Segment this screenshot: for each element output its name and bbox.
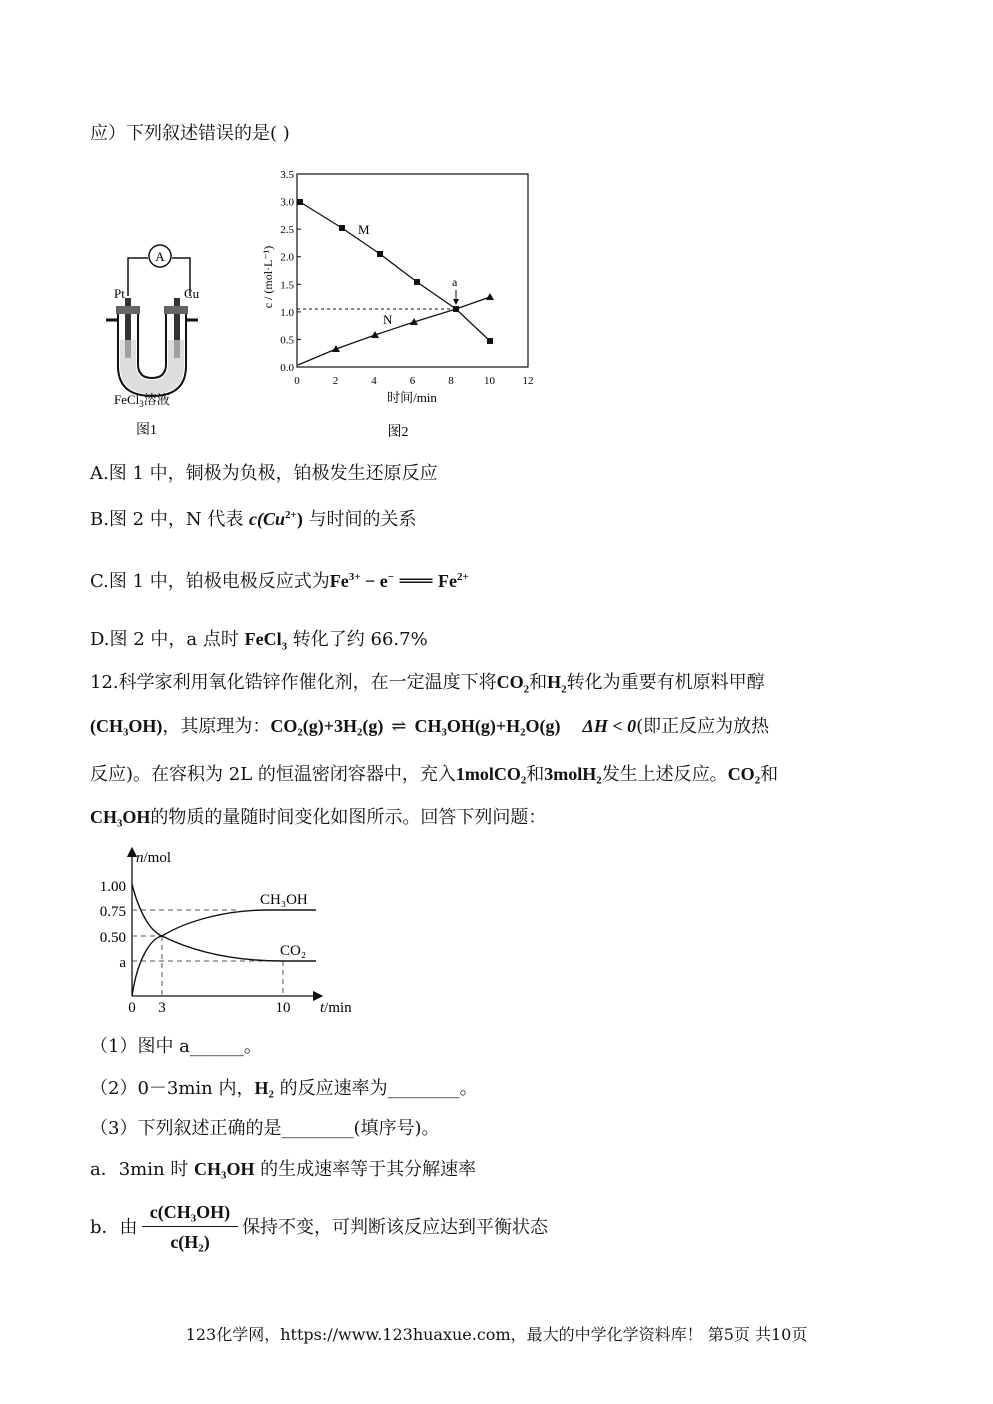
- question-stem: 应）下列叙述错误的是( ): [90, 123, 290, 144]
- fig2-x-tick: 6: [409, 375, 416, 387]
- x-tick-0: 0: [128, 1000, 136, 1016]
- fig1-caption: 图1: [136, 423, 157, 438]
- fig2-y-tick: 0.5: [280, 334, 294, 347]
- fig2-y-tick: 1.5: [280, 279, 294, 292]
- cu-label: Cu: [184, 286, 200, 301]
- sub-question-2: （2）0－3min 内，H₂ 的反应速率为________。: [90, 1078, 478, 1099]
- fig2-caption: 图2: [387, 425, 409, 440]
- graph-xlabel: t/min: [320, 1000, 352, 1016]
- co2-label: CO₂: [280, 943, 307, 959]
- q12-line-2: (CH₃OH)，其原理为：CO₂(g)+3H₂(g) ⇌ CH₃OH(g)+H₂O(g) ΔH < 0(即正反应为放热: [90, 716, 770, 737]
- fig2-x-tick: 8: [448, 375, 454, 387]
- q12-line-1: 12.科学家利用氧化锆锌作催化剂，在一定温度下将$CO_2$和$H_2$转化为重要有机原料甲醇: [90, 672, 765, 696]
- ch3oh-label: CH₃OH: [260, 892, 308, 908]
- fig2-y-tick: 2.5: [280, 224, 294, 237]
- sub-question-1: （1）图中 a______。: [90, 1036, 262, 1057]
- fig2-y-tick: 3.0: [280, 196, 294, 209]
- q12-line-4: CH₃OH的物质的量随时间变化如图所示。回答下列问题：: [90, 807, 547, 828]
- fig2-y-tick: 1.0: [280, 306, 294, 319]
- solution-label: FeCl$_3$溶液: [114, 392, 170, 409]
- fig2-xlabel: 时间/min: [387, 390, 437, 405]
- option-a: A.图 1 中，铜极为负极，铂极发生还原反应: [90, 463, 438, 484]
- graph-ylabel: n/mol: [136, 850, 172, 866]
- q12-graph: [88, 846, 378, 1022]
- series-m-line: [300, 202, 490, 341]
- fig2-x-tick: 10: [484, 375, 495, 387]
- y-tick-1: 1.00: [99, 879, 126, 895]
- series-m-points: [297, 199, 493, 344]
- fig2-x-tick: 12: [522, 375, 534, 387]
- pt-label: Pt: [114, 286, 125, 301]
- sub-question-3: （3）下列叙述正确的是________(填序号)。: [90, 1118, 440, 1139]
- fig2-x-tick: 2: [332, 375, 339, 387]
- page-footer: 123化学网，https://www.123huaxue.com，最大的中学化学资料库！ 第5页 共10页: [185, 1325, 808, 1344]
- fig2-y-tick: 2.0: [280, 251, 294, 264]
- fig2-ylabel: c / (mol·L⁻¹): [261, 245, 275, 309]
- series-n-label: N: [383, 312, 393, 327]
- x-tick-3: 3: [158, 1000, 166, 1016]
- series-m-label: M: [358, 222, 370, 237]
- option-c: C.图 1 中，铂极电极反应式为$Fe^{3+} - e^-$ ═══ $Fe^{2+}$: [90, 571, 469, 592]
- ammeter-label: A: [155, 249, 165, 264]
- fig2-y-tick: 3.5: [280, 169, 294, 181]
- series-n-line: [298, 297, 490, 365]
- fig2-y-tick: 0.0: [280, 362, 294, 374]
- figure-2-chart: [250, 162, 540, 446]
- q12-line-3: 反应)。在容积为 2L 的恒温密闭容器中，充入1molCO₂和3molH₂发生上述反应。CO₂和: [90, 764, 779, 785]
- point-a-label: a: [452, 275, 458, 289]
- y-tick-a: a: [119, 955, 126, 971]
- y-tick-050: 0.50: [99, 930, 126, 946]
- option-b: B.图 2 中，N 代表 $c(Cu^{2+})$ 与时间的关系: [90, 509, 417, 530]
- option-d: D.图 2 中，a 点时 FeCl$_3$ 转化了约 66.7%: [90, 629, 428, 653]
- choice-a: a．3min 时 CH₃OH 的生成速率等于其分解速率: [90, 1159, 477, 1180]
- fig2-x-tick: 0: [294, 375, 300, 387]
- figure-1-galvanic-cell: [100, 236, 220, 446]
- x-tick-10: 10: [275, 1000, 291, 1016]
- fig2-x-tick: 4: [371, 375, 377, 387]
- y-tick-075: 0.75: [99, 904, 126, 920]
